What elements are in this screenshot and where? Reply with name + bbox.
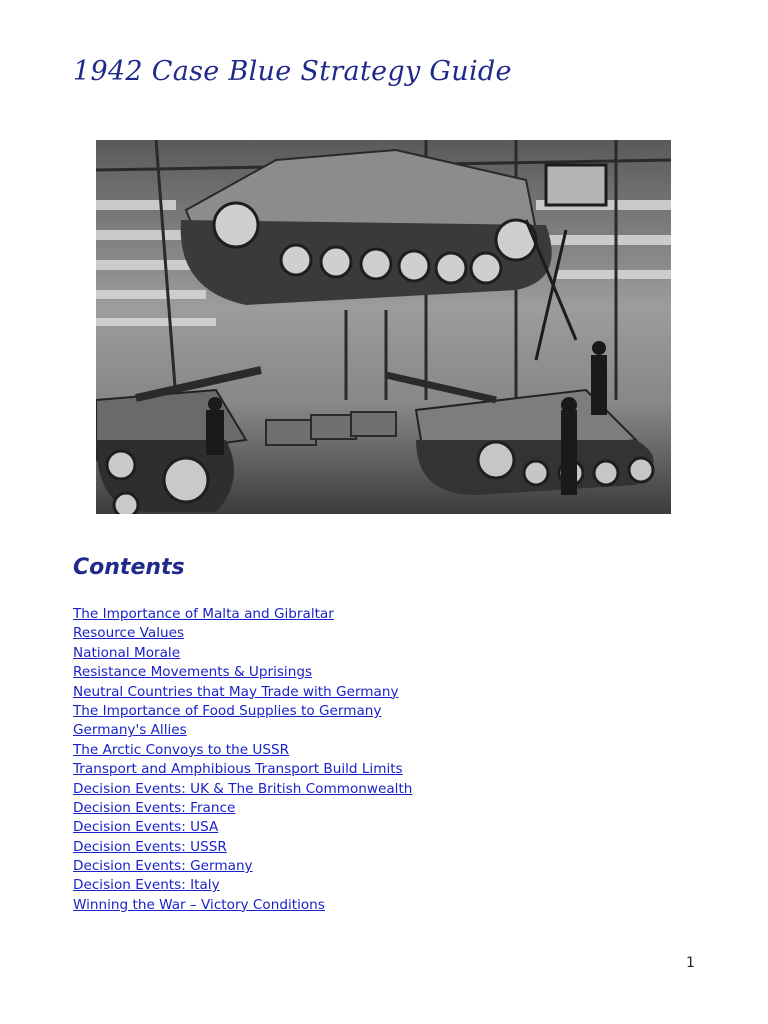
toc-item bbox=[73, 682, 412, 701]
factory-tank-photo bbox=[96, 140, 671, 514]
document-title: 1942 Case Blue Strategy Guide bbox=[73, 56, 512, 87]
toc-item bbox=[73, 798, 412, 817]
toc-item bbox=[73, 604, 412, 623]
toc-item bbox=[73, 740, 412, 759]
toc-item bbox=[73, 875, 412, 894]
toc-item bbox=[73, 837, 412, 856]
toc-link-resistance-movements[interactable]: Resistance Movements & Uprisings bbox=[73, 664, 313, 681]
toc-item bbox=[73, 720, 412, 739]
toc-link-national-morale[interactable]: National Morale bbox=[73, 644, 181, 661]
toc-item bbox=[73, 759, 412, 778]
toc-item bbox=[73, 856, 412, 875]
toc-item bbox=[73, 779, 412, 798]
toc-link-decision-events-usa[interactable]: Decision Events: USA bbox=[73, 819, 219, 836]
toc-item bbox=[73, 701, 412, 720]
toc-link-decision-events-france[interactable]: Decision Events: France bbox=[73, 799, 236, 816]
toc-link-neutral-countries[interactable]: Neutral Countries that May Trade with Germany bbox=[73, 683, 399, 700]
toc-link-transport-build-limits[interactable]: Transport and Amphibious Transport Build Limits bbox=[73, 761, 403, 778]
toc-item bbox=[73, 662, 412, 681]
toc-link-decision-events-ussr[interactable]: Decision Events: USSR bbox=[73, 838, 227, 855]
toc-link-decision-events-uk[interactable]: Decision Events: UK & The British Commonwealth bbox=[73, 780, 413, 797]
toc-link-decision-events-germany[interactable]: Decision Events: Germany bbox=[73, 858, 253, 875]
table-of-contents bbox=[73, 604, 412, 914]
toc-link-germanys-allies[interactable]: Germany's Allies bbox=[73, 722, 187, 739]
toc-item bbox=[73, 895, 412, 914]
toc-link-food-supplies[interactable]: The Importance of Food Supplies to Germany bbox=[73, 702, 382, 719]
toc-link-decision-events-italy[interactable]: Decision Events: Italy bbox=[73, 877, 220, 894]
toc-link-resource-values[interactable]: Resource Values bbox=[73, 625, 185, 642]
page-number: 1 bbox=[686, 955, 695, 971]
toc-link-malta-gibraltar[interactable]: The Importance of Malta and Gibraltar bbox=[73, 606, 334, 622]
contents-heading: Contents bbox=[73, 555, 185, 580]
toc-item bbox=[73, 817, 412, 836]
toc-item bbox=[73, 643, 412, 662]
toc-link-victory-conditions[interactable]: Winning the War – Victory Conditions bbox=[73, 896, 325, 913]
toc-link-arctic-convoys[interactable]: The Arctic Convoys to the USSR bbox=[73, 741, 290, 758]
toc-item bbox=[73, 623, 412, 642]
